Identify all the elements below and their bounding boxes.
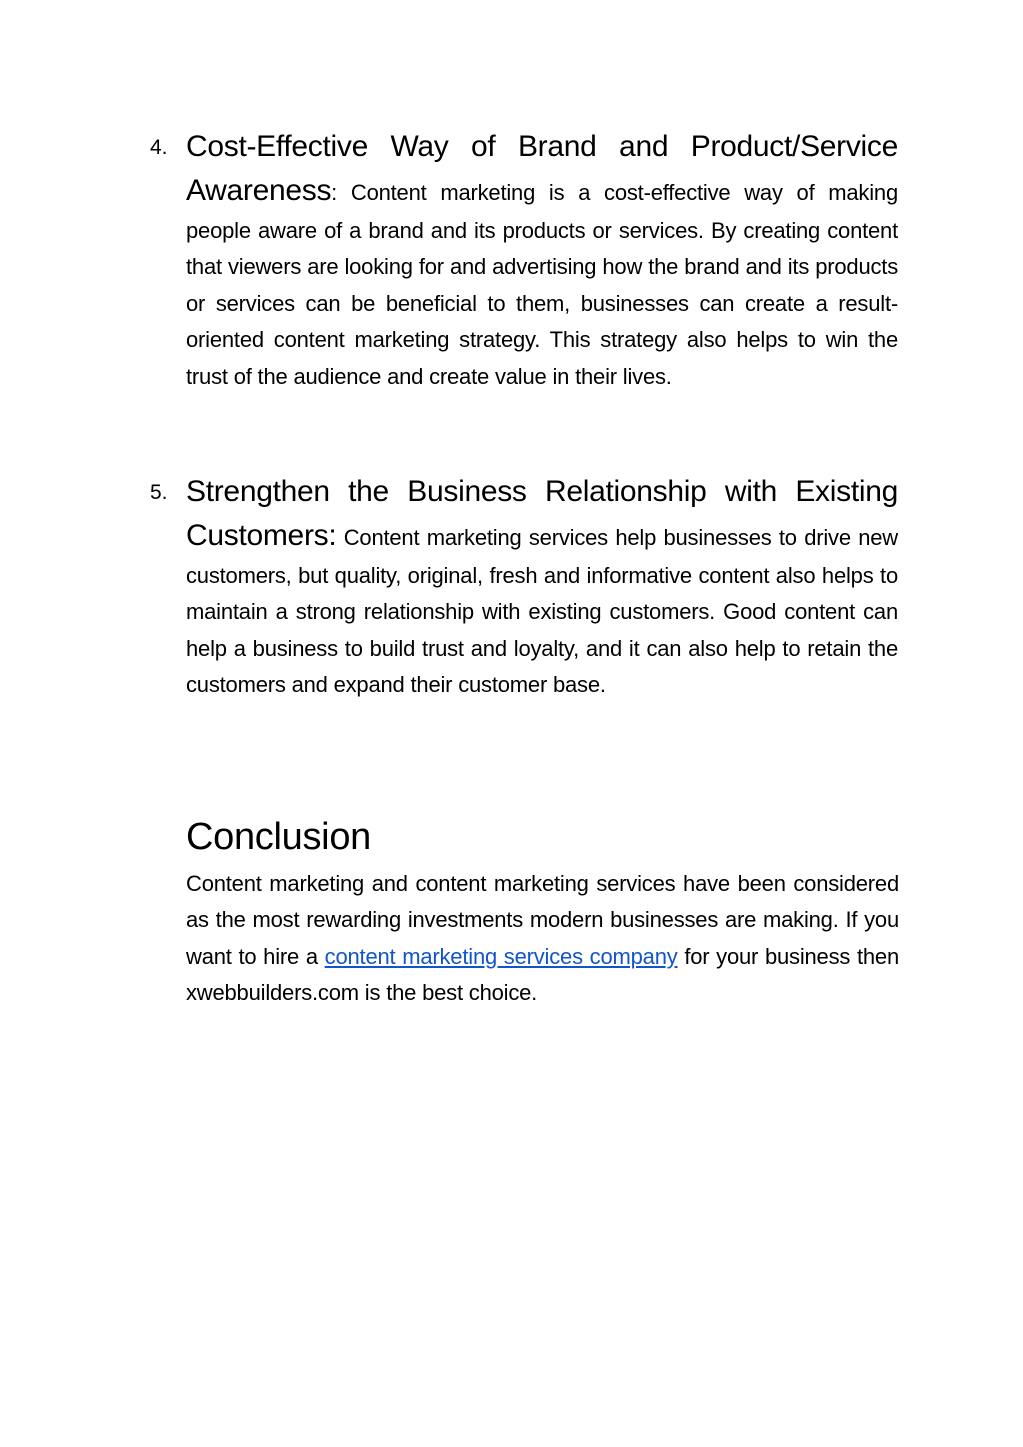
list-number: 4. xyxy=(150,136,168,159)
list-item-content xyxy=(186,125,898,395)
conclusion-heading: Conclusion xyxy=(186,816,371,858)
list-item-heading: Cost-Effective Way of Brand and Product/Service Awareness xyxy=(186,130,898,207)
list-number: 5. xyxy=(150,481,168,504)
heading-colon: : xyxy=(331,180,338,205)
content-marketing-services-link[interactable]: content marketing services company xyxy=(324,943,678,969)
list-item-body: Content marketing is a cost-effective way of making people aware of a brand and its products or services. By creating content that viewers are looking for and advertising how the brand and its products or services can be beneficial to them, businesses can create a result-oriented content marketing strategy. This strategy also helps to win the trust of the audience and create value in their lives. xyxy=(186,180,898,389)
conclusion-paragraph xyxy=(186,866,899,1012)
conclusion-text-after-link: for your business then xwebbuilders.com is the best choice. xyxy=(186,943,899,1006)
list-item-heading: Strengthen the Business Relationship with Existing Customers: xyxy=(186,475,898,552)
list-item-body: Content marketing services help businesses to drive new customers, but quality, original, fresh and informative content also helps to maintain a strong relationship with existing customers. Good content can help a business to build trust and loyalty, and it can also help to retain the customers and expand their customer base. xyxy=(186,525,898,698)
conclusion-section xyxy=(186,814,899,1012)
conclusion-text-before-link: Content marketing and content marketing services have been considered as the most rewarding investments modern businesses are making. If you want to hire a xyxy=(186,871,899,969)
list-item-content xyxy=(186,470,898,704)
